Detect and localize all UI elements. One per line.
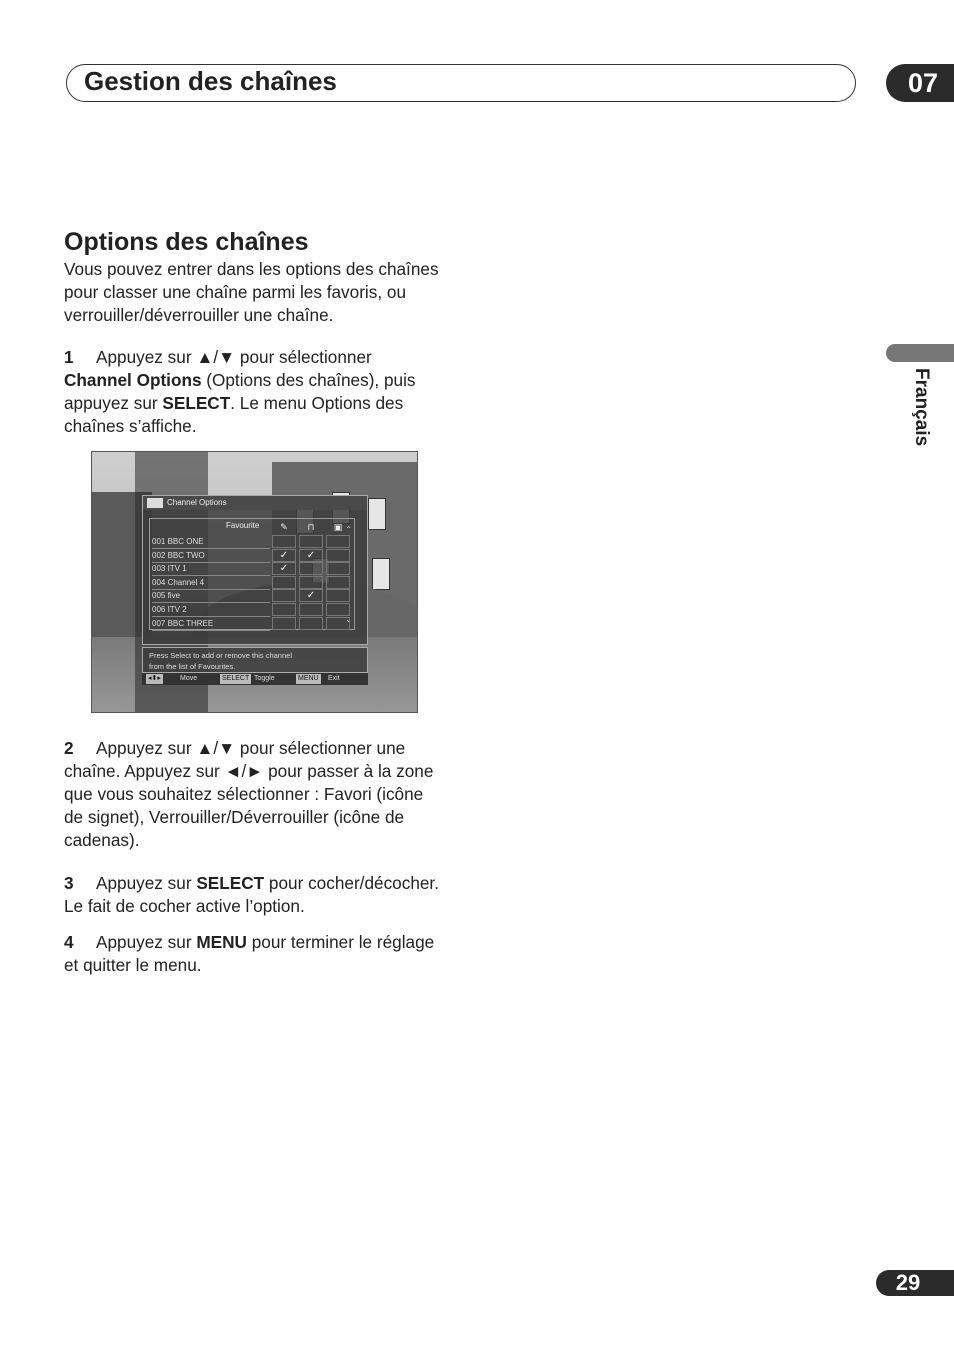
other-toggle-cell[interactable] — [326, 562, 350, 575]
step-1: 1 Appuyez sur ▲/▼ pour sélectionner Channel Options (Options des chaînes), puis appuyez sur SELECT. Le menu Options des chaînes s’affiche. — [64, 347, 416, 436]
info-icon: ▣ — [333, 522, 343, 532]
step-number: 2 — [64, 738, 74, 758]
favourite-toggle-cell[interactable] — [272, 576, 296, 589]
move-key-badge: ◂⬍▸ — [148, 675, 161, 682]
checkmark-icon: ✓ — [279, 563, 289, 575]
scroll-down-icon[interactable]: ⌄ — [345, 615, 352, 624]
channel-row[interactable]: 007 BBC THREE — [152, 617, 270, 631]
favourite-toggle-cell[interactable] — [272, 535, 296, 548]
lock-toggle-cell[interactable] — [299, 617, 323, 630]
other-toggle-cell[interactable] — [326, 576, 350, 589]
checkmark-icon: ✓ — [279, 549, 289, 561]
favourite-toggle-cell[interactable] — [272, 617, 296, 630]
favourite-toggle-cell[interactable] — [272, 549, 296, 562]
favourite-toggle-cell[interactable] — [272, 589, 296, 602]
step-2: 2 Appuyez sur ▲/▼ pour sélectionner une chaîne. Appuyez sur ◄/► pour passer à la zone que vous souhaitez sélectionner : Favori (icône de signet), Verrouiller/Déverrouiller (icône de cadenas). — [64, 738, 434, 850]
step-4: 4 Appuyez sur MENU pour terminer le réglage et quitter le menu. — [64, 932, 435, 975]
logo-icon — [147, 498, 163, 508]
lock-icon: ⊓ — [307, 522, 315, 532]
other-toggle-cell[interactable] — [326, 617, 350, 630]
intro-paragraph: Vous pouvez entrer dans les options des chaînes pour classer une chaîne parmi les favoris, ou verrouiller/déverrouiller une chaîne. — [64, 259, 439, 325]
other-toggle-cell[interactable] — [326, 603, 350, 616]
language-label: Français — [911, 368, 932, 447]
favourite-toggle-cell[interactable] — [272, 562, 296, 575]
lock-toggle-cell[interactable] — [299, 535, 323, 548]
osd-key-legend — [142, 673, 368, 685]
language-tab — [886, 344, 954, 362]
step-number: 4 — [64, 932, 74, 952]
channel-row[interactable]: 004 Channel 4 — [152, 576, 270, 590]
osd-title: Channel Options — [143, 496, 367, 510]
osd-help-text: Press Select to add or remove this channel from the list of Favourites. — [142, 647, 368, 673]
other-toggle-cell[interactable] — [326, 549, 350, 562]
osd-channel-list — [149, 518, 355, 630]
toggle-label: Toggle — [254, 675, 275, 682]
checkmark-icon: ✓ — [306, 549, 316, 561]
osd-menu-panel — [142, 495, 368, 645]
step-number: 3 — [64, 873, 74, 893]
channel-row[interactable]: 006 ITV 2 — [152, 603, 270, 617]
channel-row[interactable]: 002 BBC TWO — [152, 549, 270, 563]
window — [368, 498, 386, 530]
channel-options-screenshot — [91, 451, 418, 713]
favourite-toggle-cell[interactable] — [272, 603, 296, 616]
other-toggle-cell[interactable] — [326, 589, 350, 602]
lock-toggle-cell[interactable] — [299, 603, 323, 616]
other-toggle-cell[interactable] — [326, 535, 350, 548]
move-label: Move — [180, 675, 198, 682]
lock-toggle-cell[interactable] — [299, 576, 323, 589]
channel-row[interactable]: 001 BBC ONE — [152, 535, 270, 549]
step-number: 1 — [64, 347, 74, 367]
page-number: 29 — [876, 1270, 954, 1296]
chapter-title: Gestion des chaînes — [84, 66, 337, 96]
bookmark-icon: ✎ — [280, 522, 288, 532]
lock-toggle-cell[interactable] — [299, 549, 323, 562]
exit-label: Exit — [328, 675, 340, 682]
section-title: Options des chaînes — [64, 228, 309, 256]
step-3: 3 Appuyez sur SELECT pour cocher/décocher. Le fait de cocher active l’option. — [64, 873, 439, 916]
window — [372, 558, 390, 590]
checkmark-icon: ✓ — [306, 590, 316, 602]
channel-row[interactable]: 003 ITV 1 — [152, 562, 270, 576]
lock-toggle-cell[interactable] — [299, 589, 323, 602]
select-key-badge: SELECT — [222, 675, 250, 682]
chapter-number-badge: 07 — [886, 64, 954, 102]
scroll-up-icon[interactable]: ⌃ — [345, 525, 352, 534]
channel-row[interactable]: 005 five — [152, 589, 270, 603]
favourite-column-label: Favourite — [226, 521, 260, 530]
lock-toggle-cell[interactable] — [299, 562, 323, 575]
menu-key-badge: MENU — [298, 675, 319, 682]
